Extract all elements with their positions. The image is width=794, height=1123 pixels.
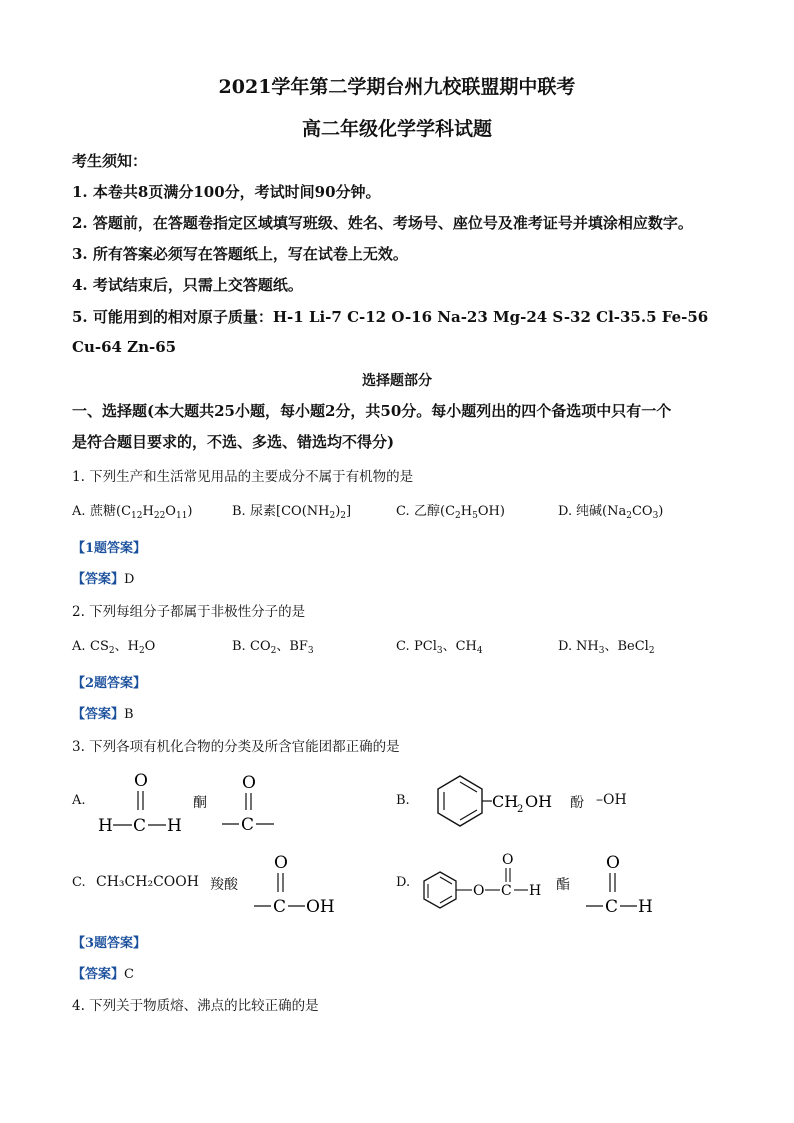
q2-stem: 2. 下列每组分子都属于非极性分子的是 — [72, 604, 306, 620]
q3-option-c-key: C. — [72, 875, 86, 890]
q3-option-d-structure — [418, 850, 550, 914]
svg-text:C: C — [133, 816, 147, 836]
notice-item-1: 1. 本卷共8页满分100分，考试时间90分钟。 — [72, 183, 381, 201]
q3-option-b-key: B. — [396, 793, 410, 808]
q3-option-a-key: A. — [72, 793, 86, 808]
q3-option-c-formula: CH₃CH₂COOH — [96, 874, 199, 890]
q2-option-b: B. $CO_2$、$BF_3$ — [232, 639, 314, 656]
q3-option-b-class: 酚 — [570, 795, 584, 811]
section-title: 选择题部分 — [362, 373, 432, 389]
q1-answer: 【答案】D — [72, 572, 135, 587]
q3-answer-tag: 【3题答案】 — [72, 936, 147, 951]
exam-subtitle: 高二年级化学学科试题 — [301, 118, 492, 140]
q3-option-c-group — [250, 850, 342, 914]
q3-option-d-class: 酯 — [556, 877, 570, 893]
svg-text:OH: OH — [306, 897, 335, 914]
notice-item-5: 5. 可能用到的相对原子质量：H-1 Li-7 C-12 O-16 Na-23 Mg-24 S-32 Cl-35.5 Fe-56 — [72, 308, 709, 326]
svg-text:O: O — [473, 883, 485, 899]
q2-answer: 【答案】B — [72, 707, 134, 722]
svg-text:OH: OH — [525, 792, 553, 811]
svg-text:H: H — [529, 883, 542, 899]
q1-option-a: A. 蔗糖$(C_{12}H_{22}O_{11})$ — [72, 504, 193, 521]
svg-text:C: C — [241, 815, 255, 832]
q1-option-d: D. 纯碱$(Na_2CO_3)$ — [558, 504, 664, 521]
q1-stem: 1. 下列生产和生活常见用品的主要成分不属于有机物的是 — [72, 469, 414, 485]
section-instruction-1: 一、选择题(本大题共25小题，每小题2分，共50分。每小题列出的四个备选项中只有一个 — [72, 402, 672, 420]
svg-text:O: O — [242, 773, 256, 793]
notice-item-2: 2. 答题前，在答题卷指定区域填写班级、姓名、考场号、座位号及准考证号并填涂相应数字。 — [72, 214, 693, 232]
svg-text:O: O — [502, 852, 514, 868]
notice-item-4: 4. 考试结束后，只需上交答题纸。 — [72, 276, 303, 294]
svg-text:C: C — [273, 897, 287, 914]
q2-option-c: C. PCl$_3$、$CH_4$ — [396, 639, 483, 656]
svg-text:H: H — [167, 816, 182, 836]
q3-option-b-group: –OH — [596, 792, 627, 808]
q3-option-d-key: D. — [396, 875, 411, 890]
q2-option-d: D. $NH_3$、BeCl$_2$ — [558, 639, 655, 656]
svg-text:C: C — [501, 883, 512, 899]
svg-text:H: H — [638, 897, 653, 914]
section-instruction-2: 是符合题目要求的，不选、多选、错选均不得分) — [72, 433, 395, 451]
q3-option-a-group — [218, 770, 278, 832]
q1-answer-tag: 【1题答案】 — [72, 541, 147, 556]
svg-text:H: H — [98, 816, 113, 836]
q3-option-a-class: 酮 — [193, 795, 207, 811]
q3-option-d-group — [582, 850, 662, 914]
svg-text:O: O — [274, 853, 288, 873]
notice-heading: 考生须知： — [72, 152, 148, 170]
q3-option-a-structure — [96, 768, 188, 838]
svg-text:2: 2 — [517, 804, 524, 815]
q4-stem: 4. 下列关于物质熔、沸点的比较正确的是 — [72, 998, 319, 1014]
notice-item-5-cont: Cu-64 Zn-65 — [72, 338, 177, 356]
exam-title: 2021学年第二学期台州九校联盟期中联考 — [218, 76, 576, 98]
q3-option-c-class: 羧酸 — [210, 877, 238, 893]
svg-text:O: O — [134, 771, 148, 791]
svg-text:O: O — [606, 853, 620, 873]
q1-option-b: B. 尿素$[CO(NH_2)_2]$ — [232, 504, 352, 521]
svg-text:C: C — [605, 897, 619, 914]
svg-text:CH: CH — [492, 792, 519, 811]
notice-item-3: 3. 所有答案必须写在答题纸上，写在试卷上无效。 — [72, 245, 408, 263]
q2-answer-tag: 【2题答案】 — [72, 676, 147, 691]
q3-option-b-structure — [420, 772, 565, 832]
q1-option-c: C. 乙醇$(C_2H_5OH)$ — [396, 504, 505, 521]
q3-stem: 3. 下列各项有机化合物的分类及所含官能团都正确的是 — [72, 739, 400, 755]
q2-option-a: A. $CS_2$、$H_2O$ — [72, 639, 156, 656]
q3-answer: 【答案】C — [72, 967, 134, 982]
